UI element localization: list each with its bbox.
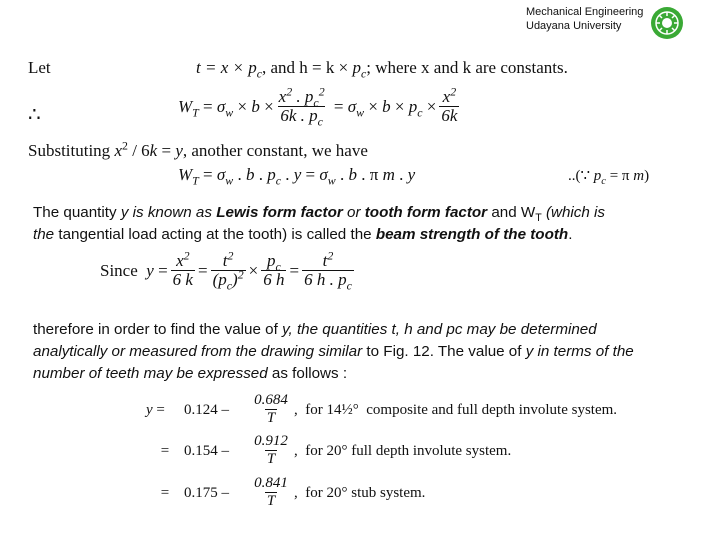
y-formula-row-full-depth: = 0.154 – $\frac{0.912}{T}$ , for 20° full depth involute system. — [160, 433, 512, 468]
since-label: Since — [100, 260, 138, 280]
tooth-form-factor-term: tooth form factor — [364, 204, 488, 221]
equation-t-h — [196, 58, 568, 81]
pc-symbol-2: $p_c$ — [352, 58, 367, 81]
university-name: Udayana University — [526, 20, 622, 32]
para1-line2: the tangential load acting at the tooth) is called the beam strength of the tooth. — [33, 226, 573, 243]
para2-line3: number of teeth may be expressed as follows : — [33, 365, 348, 382]
header-text — [526, 5, 643, 33]
udayana-logo-icon — [650, 6, 684, 40]
lewis-form-factor-paragraph — [33, 202, 693, 246]
para2-line2: analytically or measured from the drawing similar to Fig. 12. The value of y in terms of the — [33, 343, 634, 360]
h-expression: , and h = k × — [262, 58, 349, 77]
t-expression: t = x × — [196, 58, 244, 77]
y-formula-row-composite: y = 0.124 – $\frac{0.684}{T}$ , for 14½° composite and full depth involute system. — [146, 392, 618, 427]
beam-strength-term: beam strength of the tooth — [375, 226, 569, 243]
let-label: Let — [28, 58, 51, 77]
fraction-x2pc2-over-6kpc: $\frac{x^2 . p_c^2}{6k . p_c}$ — [278, 84, 325, 129]
lewis-form-factor-term: Lewis form factor — [216, 204, 343, 221]
pc-definition-note: ..(∵ $p_c = \pi$ m) — [568, 168, 650, 187]
constants-note: ; where x and k are constants. — [366, 58, 568, 77]
y-formulas-block — [146, 390, 617, 514]
therefore-symbol: ∴ — [28, 104, 41, 126]
form-factor-determination-paragraph — [33, 319, 703, 385]
para2-line1: therefore in order to find the value of y, the quantities t, h and pc may be determined — [33, 321, 597, 338]
department-name: Mechanical Engineering — [526, 6, 644, 18]
fraction-x2-over-6k: $\frac{x^2}{6k}$ — [441, 84, 458, 125]
equation-let — [28, 58, 51, 78]
equation-wt-lewis: $W_T = \sigma_w$ . b . $p_c$ . $y = \sigma_w$ . b . π m . y — [178, 165, 416, 188]
equation-y-since: Since y = $\frac{x^2}{6 k}$ = $\frac{t^2}{(p_c)^2}$ × $\frac{p_c}{6 h}$ = $\frac{t^2}{6 h . p_c}$ — [100, 248, 352, 293]
y-formula-row-stub: = 0.175 – $\frac{0.841}{T}$ , for 20° stub system. — [160, 475, 426, 510]
equation-wt-expanded: $W_T$ = $\sigma_w$ × b × $\frac{x^2 . p_c^2}{6k . p_c}$ = $\sigma_w$ × b × $p_c$ × $\frac{x^2}{6k}$ — [178, 84, 458, 129]
pc-symbol: $p_c$ — [248, 58, 262, 81]
substitution-statement: Substituting $x^2 / 6k = y$, another constant, we have — [28, 138, 368, 160]
para1-line1: The quantity y is known as Lewis form factor or tooth form factor and $W_T$ (which is — [33, 204, 606, 225]
